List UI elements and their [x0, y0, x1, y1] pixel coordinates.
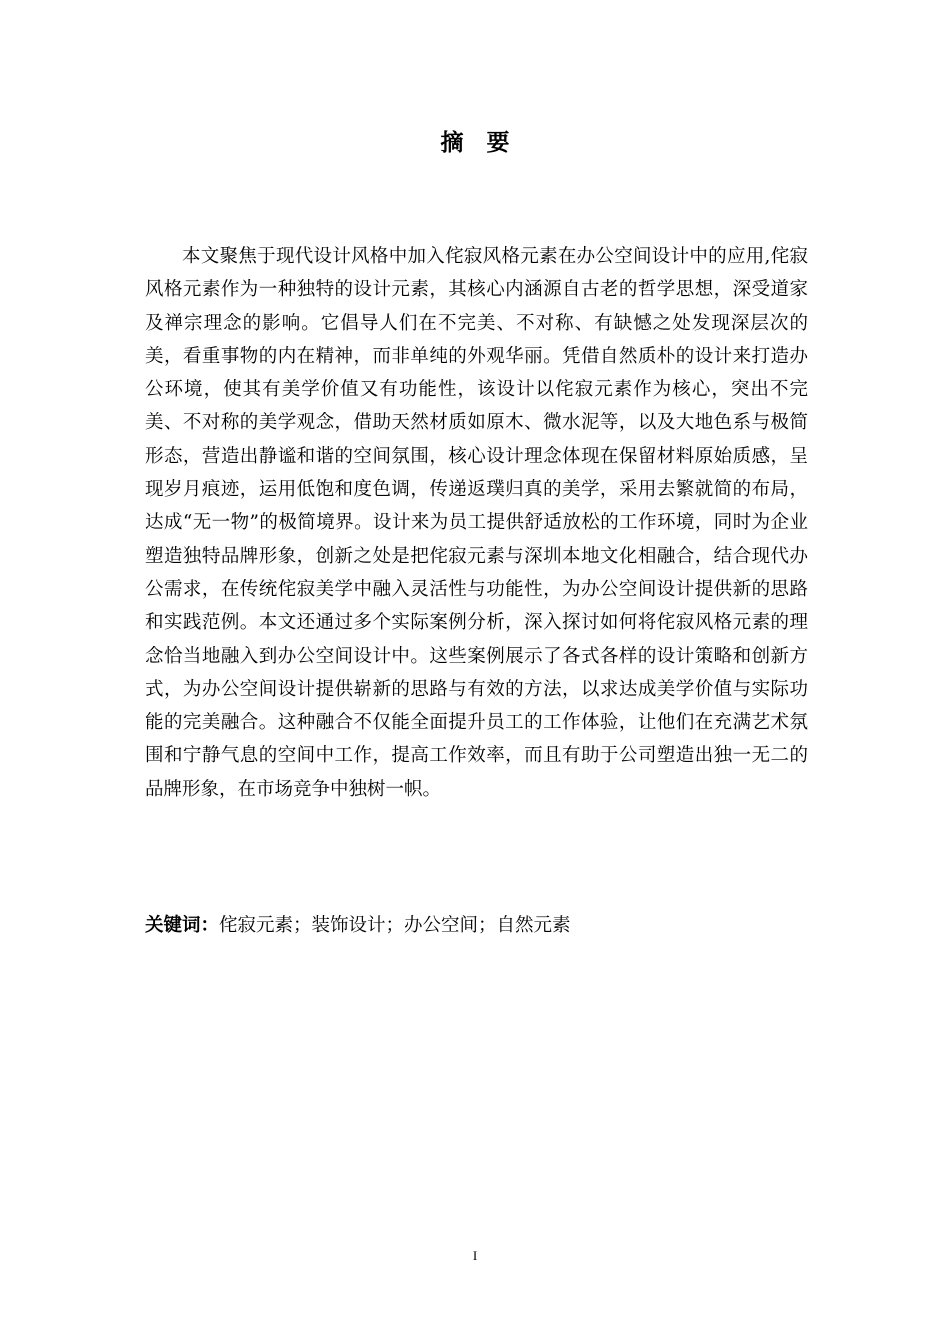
keywords-label: 关键词： — [145, 915, 220, 936]
keywords-line — [145, 912, 808, 940]
keywords-text: 侘寂元素；装饰设计；办公空间；自然元素 — [219, 915, 571, 936]
page-number: I — [472, 1248, 478, 1263]
page-title: 摘 要 — [440, 130, 510, 156]
abstract-paragraph: 本文聚焦于现代设计风格中加入侘寂风格元素在办公空间设计中的应用,侘寂风格元素作为一种独特的设计元素，其核心内涵源自古老的哲学思想，深受道家及禅宗理念的影响。它倡导人们在不完美、不对称、有缺憾之处发现深层次的美，看重事物的内在精神，而非单纯的外观华丽。凭借自然质朴的设计来打造办公环境，使其有美学价值又有功能性，该设计以侘寂元素作为核心，突出不完美、不对称的美学观念，借助天然材质如原木、微水泥等，以及大地色系与极简形态，营造出静谧和谐的空间氛围，核心设计理念体现在保留材料原始质感，呈现岁月痕迹，运用低饱和度色调，传递返璞归真的美学，采用去繁就简的布局，达成“无一物”的极简境界。设计来为员工提供舒适放松的工作环境，同时为企业塑造独特品牌形象，创新之处是把侘寂元素与深圳本地文化相融合，结合现代办公需求，在传统侘寂美学中融入灵活性与功能性，为办公空间设计提供新的思路和实践范例。本文还通过多个实际案例分析，深入探讨如何将侘寂风格元素的理念恰当地融入到办公空间设计中。这些案例展示了各式各样的设计策略和创新方式，为办公空间设计提供崭新的思路与有效的方法，以求达成美学价值与实际功能的完美融合。这种融合不仅能全面提升员工的工作体验，让他们在充满艺术氛围和宁静气息的空间中工作，提高工作效率，而且有助于公司塑造出独一无二的品牌形象，在市场竞争中独树一帜。 — [145, 246, 808, 800]
